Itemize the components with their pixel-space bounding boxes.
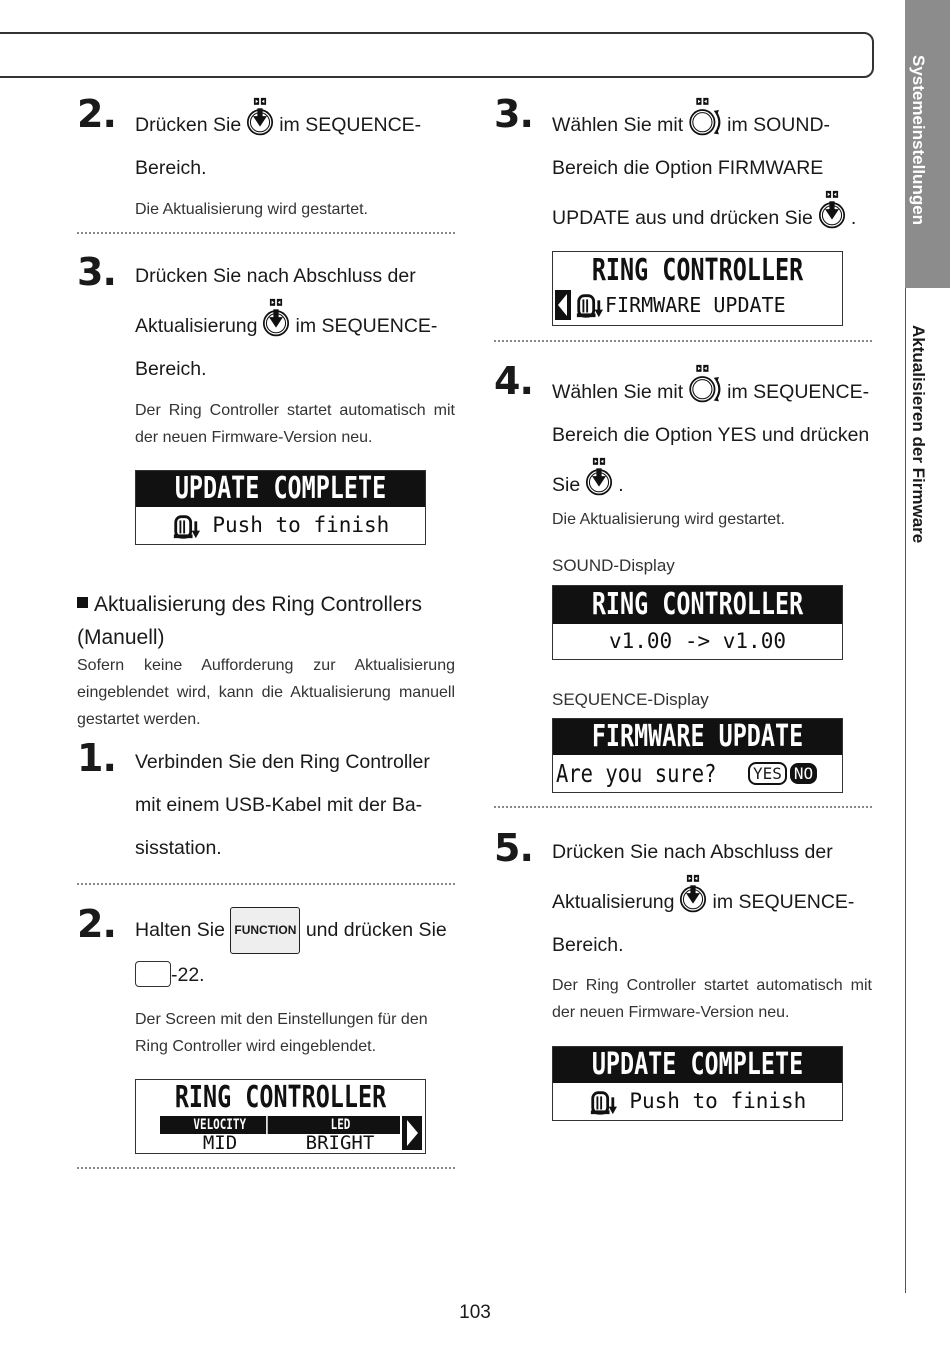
- lcd-title: RING CONTROLLER: [174, 1080, 387, 1115]
- lcd-line: [553, 755, 842, 791]
- lcd-line: v1.00 -> v1.00: [608, 629, 786, 653]
- lcd-arrow-left-icon: [555, 290, 571, 320]
- sidebar-section-label: Systemeinstellungen: [909, 55, 928, 226]
- sidebar-divider: [905, 288, 906, 1293]
- divider: [494, 806, 872, 808]
- step-2b-note: Der Screen mit den Einstellungen für den Ring Controller wird eingeblendet.: [135, 1011, 428, 1055]
- lcd-title: UPDATE COMPLETE: [585, 1047, 810, 1083]
- lcd-version-display: [552, 585, 843, 660]
- divider: [77, 232, 455, 234]
- step-number: 3.: [494, 92, 533, 136]
- lcd-param-value: BRIGHT: [305, 1132, 375, 1154]
- lcd-firmware-update-option: [552, 251, 843, 326]
- lcd-param-label: LED: [294, 1116, 387, 1134]
- lcd-update-complete: [135, 470, 426, 545]
- lcd-no-option: NO: [790, 763, 817, 784]
- sound-knob-rotate-icon: [685, 97, 725, 137]
- sidebar-topic-label: Aktualisieren der Firmware: [909, 325, 928, 544]
- sequence-knob-push-icon: [582, 457, 616, 497]
- lcd-ring-controller-settings: [135, 1079, 426, 1154]
- section-heading: Aktualisierung des Ring Controllers (Manuell): [77, 593, 422, 649]
- ring-controller-icon: [589, 1088, 617, 1116]
- lcd-question: Are you sure?: [556, 758, 717, 788]
- lcd-value-row: [160, 1133, 400, 1153]
- section-intro: Sofern keine Aufforderung zur Aktualisierung eingeblendet wird, kann die Aktualisierung manuell gestartet werden.: [77, 657, 455, 728]
- lcd-title: FIRMWARE UPDATE: [585, 719, 810, 755]
- lcd-line: Push to finish: [553, 1083, 842, 1119]
- lcd-line: FIRMWARE UPDATE: [553, 290, 842, 320]
- step-4-text: Wählen Sie mit im SEQUENCE- Bereich die Option YES und drücken Sie .: [552, 364, 892, 507]
- step-number: 3.: [77, 250, 116, 294]
- lcd-confirm-update: [552, 718, 843, 793]
- step-number: 1.: [77, 736, 116, 780]
- page-number: 103: [459, 1302, 491, 1323]
- step-2a-note: Die Aktualisierung wird gestartet.: [135, 201, 368, 218]
- lcd-param-value: MID: [202, 1132, 238, 1154]
- sound-knob-push-icon: [815, 190, 849, 230]
- lcd-title: UPDATE COMPLETE: [168, 471, 393, 507]
- lcd-title: RING CONTROLLER: [591, 253, 804, 288]
- header-bar: [0, 32, 874, 78]
- lcd-arrow-right-icon: [402, 1116, 422, 1150]
- sound-display-label: SOUND-Display: [552, 556, 675, 575]
- step-number: 5.: [494, 826, 533, 870]
- step-2b-text: Halten Sie FUNCTION und drücken Sie -22.: [135, 907, 465, 997]
- step-3a-note: Der Ring Controller startet automatisch mit der neuen Firmware-Version neu.: [135, 402, 455, 446]
- sequence-knob-push-icon: [243, 97, 277, 137]
- step-number: 2.: [77, 902, 116, 946]
- divider: [77, 1167, 455, 1169]
- sequence-display-label: SEQUENCE-Display: [552, 690, 709, 709]
- step-3a-text: Drücken Sie nach Abschluss der Aktualisierung im SEQUENCE- Bereich.: [135, 265, 438, 380]
- pad-key-icon: [135, 961, 171, 987]
- sequence-knob-rotate-icon: [685, 364, 725, 404]
- step-2a-text: Drücken Sie im SEQUENCE- Bereich.: [135, 97, 465, 190]
- step-1-text: Verbinden Sie den Ring Controller mit einem USB-Kabel mit der Ba- sisstation.: [135, 751, 430, 859]
- sequence-knob-push-icon: [676, 874, 710, 914]
- divider: [77, 883, 455, 885]
- lcd-line: Push to finish: [136, 507, 425, 543]
- divider: [494, 340, 872, 342]
- step-number: 2.: [77, 92, 116, 136]
- lcd-title: RING CONTROLLER: [585, 586, 810, 624]
- lcd-param-label: VELOCITY: [173, 1116, 267, 1134]
- step-5-text: Drücken Sie nach Abschluss der Aktualisierung im SEQUENCE- Bereich.: [552, 841, 855, 956]
- ring-controller-icon: [575, 291, 603, 319]
- step-4-note: Die Aktualisierung wird gestartet.: [552, 511, 785, 528]
- ring-controller-icon: [172, 512, 200, 540]
- step-number: 4.: [494, 359, 533, 403]
- lcd-yes-option: YES: [748, 762, 787, 785]
- bullet-square-icon: [77, 597, 88, 608]
- step-3-text: Wählen Sie mit im SOUND- Bereich die Option FIRMWARE UPDATE aus und drücken Sie .: [552, 97, 892, 240]
- lcd-update-complete: [552, 1046, 843, 1121]
- step-5-note: Der Ring Controller startet automatisch mit der neuen Firmware-Version neu.: [552, 977, 872, 1021]
- sequence-knob-push-icon: [259, 298, 293, 338]
- function-key-icon: FUNCTION: [230, 907, 300, 954]
